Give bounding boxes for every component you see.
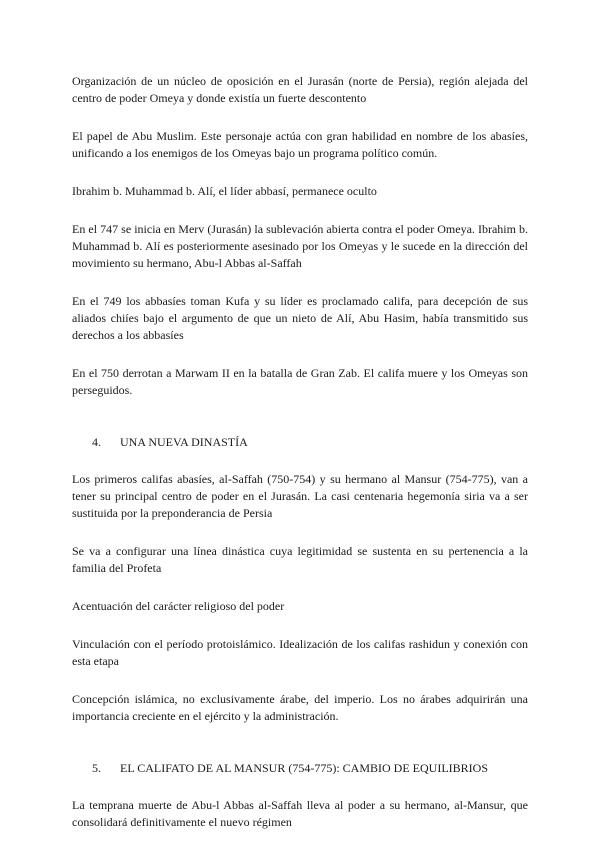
document-page bbox=[72, 73, 531, 831]
paragraph-al-mansur-succession: La temprana muerte de Abu-l Abbas al-Saffah lleva al poder a su hermano, al-Mansur, que consolidará definitivamente el nuevo régimen bbox=[72, 798, 531, 829]
paragraph-ibrahim-hidden: Ibrahim b. Muhammad b. Alí, el líder abbasí, permanece oculto bbox=[72, 184, 377, 198]
paragraph-jurasan-opposition: Organización de un núcleo de oposición en el Jurasán (norte de Persia), región alejada del centro de poder Omeya y donde existía un fuerte descontento bbox=[72, 74, 531, 105]
section-heading-5 bbox=[72, 760, 528, 777]
paragraph-first-caliphs: Los primeros califas abasíes, al-Saffah (750-754) y su hermano al Mansur (754-775), van a tener su principal centro de poder en el Jurasán. La casi centenaria hegemonía siria va a ser sustituida por la preponderancia de Persia bbox=[72, 472, 531, 520]
section-title: UNA NUEVA DINASTÍA bbox=[120, 435, 248, 449]
paragraph-merv-747: En el 747 se inicia en Merv (Jurasán) la sublevación abierta contra el poder Omeya. Ibrahim b. Muhammad b. Alí es posteriormente asesinado por los Omeyas y le sucede en la dirección del movimiento su hermano, Abu-l Abbas al-Saffah bbox=[72, 222, 531, 270]
paragraph-kufa-749: En el 749 los abbasíes toman Kufa y su líder es proclamado califa, para decepción de sus aliados chiíes bajo el argumento de que un nieto de Alí, Abu Hasim, había transmitido sus derechos a los abbasíes bbox=[72, 294, 531, 342]
paragraph-religious-power: Acentuación del carácter religioso del poder bbox=[72, 599, 285, 613]
paragraph-gran-zab-750: En el 750 derrotan a Marwam II en la batalla de Gran Zab. El califa muere y los Omeyas son perseguidos. bbox=[72, 366, 531, 397]
paragraph-islamic-empire: Concepción islámica, no exclusivamente árabe, del imperio. Los no árabes adquirirán una importancia creciente en el ejército y la administración. bbox=[72, 692, 531, 723]
paragraph-abu-muslim: El papel de Abu Muslim. Este personaje actúa con gran habilidad en nombre de los abasíes, unificando a los enemigos de los Omeyas bajo un programa político común. bbox=[72, 129, 531, 160]
section-heading-4 bbox=[72, 434, 528, 451]
section-number: 4. bbox=[92, 435, 101, 449]
paragraph-protoislamic-link: Vinculación con el período protoislámico. Idealización de los califas rashidun y conexión con esta etapa bbox=[72, 637, 531, 668]
section-number: 5. bbox=[92, 761, 101, 775]
section-title: EL CALIFATO DE AL MANSUR (754-775): CAMBIO DE EQUILIBRIOS bbox=[120, 761, 488, 775]
paragraph-dynastic-line: Se va a configurar una línea dinástica cuya legitimidad se sustenta en su pertenencia a la familia del Profeta bbox=[72, 544, 531, 575]
